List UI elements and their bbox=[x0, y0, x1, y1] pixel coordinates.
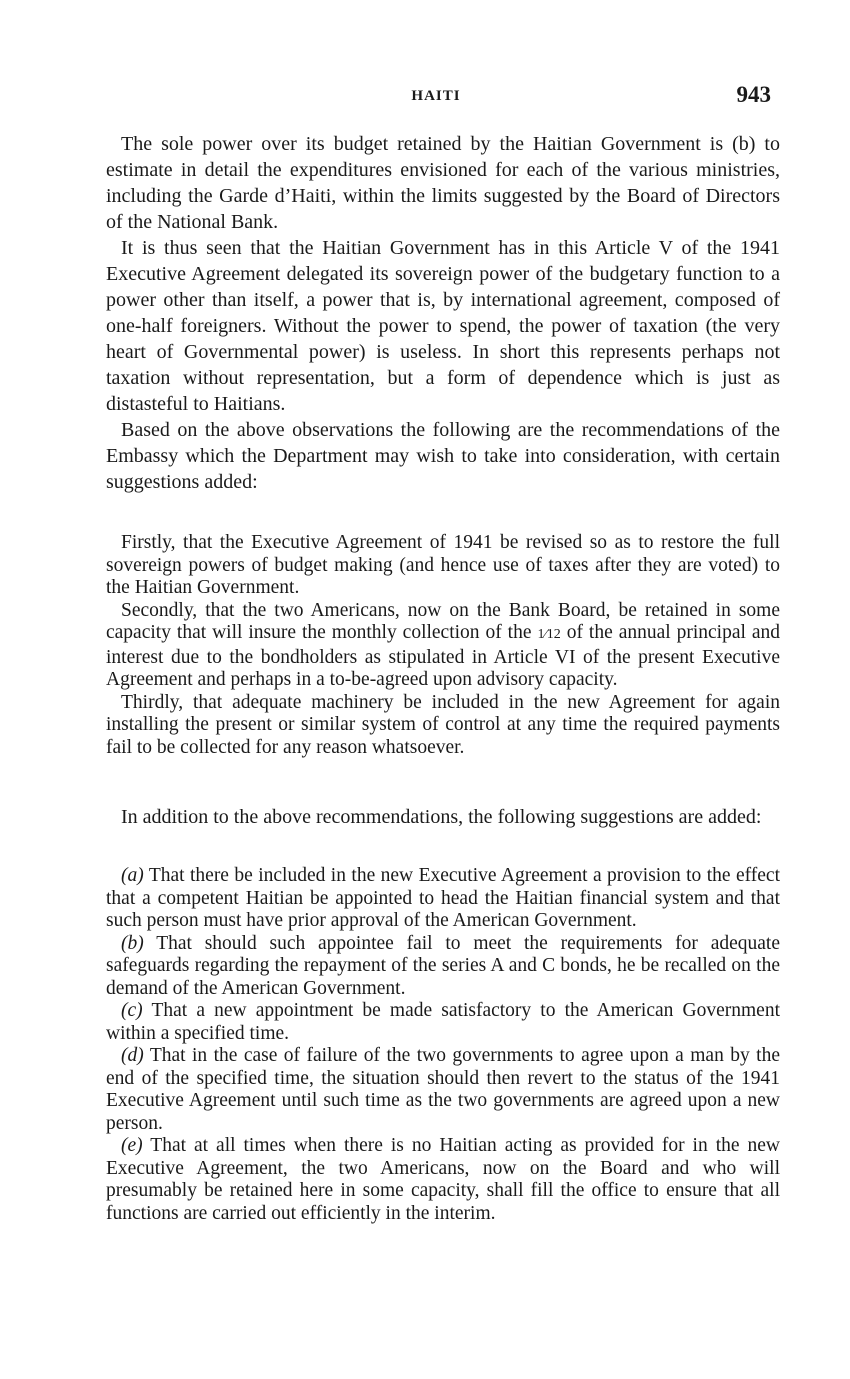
suggestion-marker: (e) bbox=[121, 1135, 143, 1156]
recommendations-block bbox=[106, 532, 780, 759]
suggestion-c bbox=[106, 1000, 780, 1045]
recommendation-third: Thirdly, that adequate machinery be included in the new Agreement for again installing the present or similar system of control at any time the required payments fail to be collected for any reason whatsoever. bbox=[106, 691, 780, 758]
suggestion-text: That a new appointment be made satisfactory to the American Government within a specified time. bbox=[106, 1000, 780, 1044]
suggestion-text: That in the case of failure of the two governments to agree upon a man by the end of the specified time, the situation should then revert to the status of the 1941 Executive Agreement until such time as the two governments are agreed upon a new person. bbox=[106, 1045, 780, 1134]
intro-block bbox=[106, 131, 780, 495]
suggestion-b bbox=[106, 933, 780, 1001]
additions-intro-block bbox=[106, 804, 780, 830]
paragraph-budget-power: The sole power over its budget retained by the Haitian Government is (b) to estimate in detail the expenditures envisioned for each of the various ministries, including the Garde d’Haiti, within the limits suggested by the Board of Directors of the National Bank. bbox=[106, 133, 780, 233]
fraction-one-twelfth: 1⁄12 bbox=[537, 627, 561, 642]
suggestion-text: That there be included in the new Executive Agreement a provision to the effect that a competent Haitian be appointed to head the Haitian financial system and that such person must have prior approval of the American Government. bbox=[106, 865, 780, 931]
page-number: 943 bbox=[736, 82, 771, 107]
paragraph-suggestions-intro: In addition to the above recommendations, the following suggestions are added: bbox=[121, 806, 762, 828]
suggestion-marker: (c) bbox=[121, 1000, 143, 1021]
recommendation-second bbox=[106, 600, 780, 692]
running-header bbox=[0, 82, 850, 112]
suggestion-marker: (b) bbox=[121, 932, 144, 954]
recommendation-first: Firstly, that the Executive Agreement of 1941 be revised so as to restore the full sovereign powers of budget making (and hence use of taxes after they are voted) to the Haitian Government. bbox=[106, 532, 780, 598]
recommendation-second-lead: Secondly, that the two Americans, now on the Bank Board, be retained in some capacity that will insure the monthly collection of the bbox=[106, 599, 780, 643]
running-title: HAITI bbox=[411, 88, 461, 104]
paragraph-article-v: It is thus seen that the Haitian Government has in this Article V of the 1941 Executive Agreement delegated its sovereign power of the budgetary function to a power other than itself, a power that is, by international agreement, composed of one-half foreigners. Without the power to spend, the power of taxation (the very heart of Governmental power) is useless. In short this represents perhaps not taxation without representation, but a form of dependence which is just as distasteful to Haitians. bbox=[106, 237, 780, 415]
suggestion-marker: (a) bbox=[121, 865, 144, 886]
paragraph-recommendations-intro: Based on the above observations the following are the recommendations of the Embassy which the Department may wish to take into consideration, with certain suggestions added: bbox=[106, 419, 780, 493]
suggestions-block bbox=[106, 865, 780, 1225]
suggestion-text: That should such appointee fail to meet the requirements for adequate safeguards regarding the repayment of the series A and C bonds, he be recalled on the demand of the American Government. bbox=[106, 932, 780, 999]
suggestion-a bbox=[106, 865, 780, 933]
suggestion-marker: (d) bbox=[121, 1045, 144, 1066]
suggestion-e bbox=[106, 1135, 780, 1225]
recommendation-second-rest: of the annual principal and interest due to the bondholders as stipulated in Article VI of the present Executive Agreement and perhaps in a to-be-agreed upon advisory capacity. bbox=[106, 622, 781, 690]
suggestion-d bbox=[106, 1045, 780, 1135]
suggestion-text: That at all times when there is no Haitian acting as provided for in the new Executive Agreement, the two Americans, now on the Board and who will presumably be retained here in some capacity, shall fill the office to ensure that all functions are carried out efficiently in the interim. bbox=[106, 1135, 780, 1224]
